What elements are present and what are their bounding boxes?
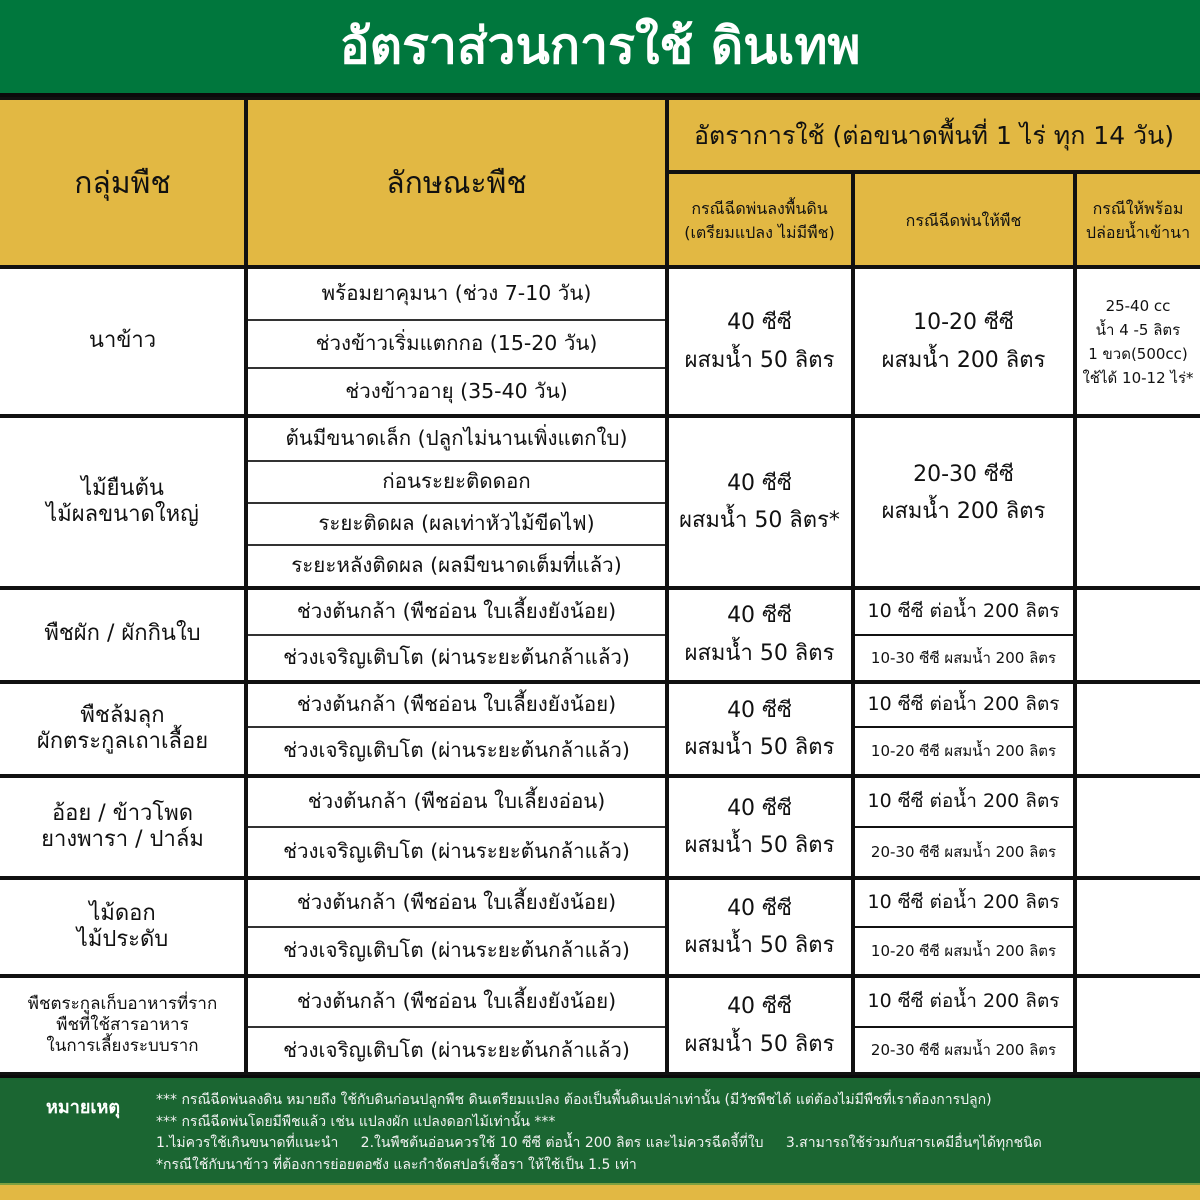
water-rate-line: ใช้ได้ 10-12 ไร่* (1082, 368, 1194, 387)
divider (248, 826, 666, 828)
header-soil-line2: (เตรียมแปลง ไม่มีพืช) (684, 222, 835, 242)
stage-rice-2: ช่วงข้าวเริ่มแตกกอ (15-20 วัน) (315, 331, 598, 356)
notes-label: หมายเหตุ (46, 1097, 121, 1118)
notes-panel (0, 1075, 1200, 1183)
plant-rate-field-seedling: 10 ซีซี ต่อน้ำ 200 ลิตร (867, 790, 1060, 813)
stage-rice-1: พร้อมยาคุมนา (ช่วง 7-10 วัน) (321, 281, 592, 306)
stage-ornamental-1: ช่วงต้นกล้า (พืชอ่อน ใบเลี้ยงยังน้อย) (296, 890, 617, 915)
divider (665, 97, 669, 1075)
plant-rate-amount: 20-30 ซีซี (913, 462, 1014, 487)
divider (248, 634, 666, 636)
note-line: *** กรณีฉีดพ่นลงดิน หมายถึง ใช้กับดินก่อนปลูกพืช ดินเตรียมแปลง ต้องเป็นพื้นดินเปล่าเท่านั้น (มีวัชพืชได้ แต่ต้องไม่มีพืชที่เราต้องการปลูก) (156, 1092, 992, 1108)
header-soil-line1: กรณีฉีดพ่นลงพื้นดิน (691, 199, 828, 219)
soil-rate-water: ผสมน้ำ 50 ลิตร (684, 735, 835, 760)
group-line: ไม้ผลขนาดใหญ่ (46, 502, 199, 527)
note-line: *** กรณีฉีดพ่นโดยมีพืชแล้ว เช่น แปลงผัก แปลงดอกไม้เท่านั้น *** (156, 1113, 556, 1130)
divider (0, 680, 1200, 684)
plant-rate-root-seedling: 10 ซีซี ต่อน้ำ 200 ลิตร (867, 990, 1060, 1013)
group-line: ผักตระกูลเถาเลื้อย (36, 729, 209, 754)
water-rate-line: 25-40 cc (1105, 296, 1171, 315)
divider (0, 974, 1200, 978)
divider (666, 170, 1200, 174)
divider (0, 586, 1200, 590)
header-soil-spray (668, 174, 851, 267)
divider (852, 926, 1074, 928)
group-perennial (0, 418, 245, 586)
note-line: *กรณีใช้กับนาข้าว ที่ต้องการย่อยตอซัง และกำจัดสปอร์เชื้อรา ให้ใช้เป็น 1.5 เท่า (156, 1156, 637, 1173)
divider (1073, 172, 1077, 1075)
divider (248, 726, 666, 728)
soil-rate-rice (668, 269, 851, 414)
stage-annual-2: ช่วงเจริญเติบโต (ผ่านระยะต้นกล้าแล้ว) (283, 738, 630, 763)
plant-rate-field-growth: 20-30 ซีซี ผสมน้ำ 200 ลิตร (870, 842, 1057, 861)
plant-rate-perennial (854, 418, 1073, 578)
stage-field-2: ช่วงเจริญเติบโต (ผ่านระยะต้นกล้าแล้ว) (283, 839, 630, 864)
group-root-crops (0, 978, 245, 1073)
plant-rate-ornamental-growth: 10-20 ซีซี ผสมน้ำ 200 ลิตร (870, 941, 1057, 960)
soil-rate-perennial (668, 418, 851, 586)
soil-rate-water: ผสมน้ำ 50 ลิตร* (679, 508, 840, 533)
divider (0, 265, 1200, 269)
divider (852, 1026, 1074, 1028)
water-rate-line: 1 ขวด(500cc) (1088, 344, 1188, 363)
header-rate-title: อัตราการใช้ (ต่อขนาดพื้นที่ 1 ไร่ ทุก 14 วัน) (668, 100, 1200, 171)
plant-rate-amount: 10-20 ซีซี (913, 310, 1014, 336)
header-group: กลุ่มพืช (0, 100, 245, 267)
bottom-gold-band (0, 1183, 1200, 1200)
divider (851, 172, 855, 1075)
page-title: อัตราส่วนการใช้ ดินเทพ (0, 0, 1200, 97)
soil-rate-ornamental (668, 880, 851, 974)
soil-rate-water: ผสมน้ำ 50 ลิตร (684, 833, 835, 858)
divider (852, 726, 1074, 728)
stage-ornamental-2: ช่วงเจริญเติบโต (ผ่านระยะต้นกล้าแล้ว) (283, 938, 630, 963)
stage-rice-3: ช่วงข้าวอายุ (35-40 วัน) (345, 379, 568, 404)
usage-rate-table (0, 97, 1200, 1075)
group-line: ไม้ยืนต้น (81, 475, 164, 501)
divider (248, 544, 666, 546)
soil-rate-water: ผสมน้ำ 50 ลิตร (684, 640, 835, 666)
soil-rate-amount: 40 ซีซี (727, 795, 792, 821)
water-rate-line: น้ำ 4 -5 ลิตร (1095, 320, 1181, 339)
header-water-line2: ปล่อยน้ำเข้านา (1085, 222, 1191, 242)
group-vegetables: พืชผัก / ผักกินใบ (44, 621, 201, 647)
divider (248, 1026, 666, 1028)
plant-rate-annual-growth: 10-20 ซีซี ผสมน้ำ 200 ลิตร (870, 741, 1057, 760)
divider (0, 97, 1200, 100)
divider (0, 414, 1200, 418)
header-stage: ลักษณะพืช (248, 100, 665, 267)
group-line: อ้อย / ข้าวโพด (51, 800, 194, 826)
group-line: ยางพารา / ปาล์ม (41, 827, 204, 852)
soil-rate-root (668, 978, 851, 1073)
note-line: 1.ไม่ควรใช้เกินขนาดที่แนะนำ 2.ในพืชต้นอ่อนควรใช้ 10 ซีซี ต่อน้ำ 200 ลิตร และไม่ควรฉีดจี้ที่ใบ 3.สามารถใช้ร่วมกับสารเคมีอื่นๆได้ทุกชนิด (156, 1135, 1042, 1151)
group-field-crops (0, 778, 245, 876)
soil-rate-veg (668, 590, 851, 679)
header-water-release (1076, 174, 1200, 267)
header-plant-spray: กรณีฉีดพ่นให้พืช (854, 174, 1073, 267)
divider (852, 826, 1074, 828)
stage-veg-2: ช่วงเจริญเติบโต (ผ่านระยะต้นกล้าแล้ว) (283, 645, 630, 670)
group-rice: นาข้าว (88, 328, 157, 354)
group-line: พืชตระกูลเก็บอาหารที่ราก (27, 993, 218, 1014)
stage-veg-1: ช่วงต้นกล้า (พืชอ่อน ใบเลี้ยงยังน้อย) (296, 599, 617, 624)
plant-rate-rice (854, 269, 1073, 414)
group-annual (0, 684, 245, 774)
group-line: ไม้ดอก (89, 900, 156, 926)
stage-perennial-1: ต้นมีขนาดเล็ก (ปลูกไม่นานเพิ่งแตกใบ) (285, 426, 628, 451)
soil-rate-water: ผสมน้ำ 50 ลิตร (684, 1031, 835, 1057)
soil-rate-amount: 40 ซีซี (727, 895, 792, 921)
soil-rate-amount: 40 ซีซี (727, 603, 792, 629)
soil-rate-annual (668, 684, 851, 774)
soil-rate-amount: 40 ซีซี (727, 697, 792, 723)
stage-root-1: ช่วงต้นกล้า (พืชอ่อน ใบเลี้ยงยังน้อย) (296, 989, 617, 1014)
divider (0, 774, 1200, 778)
group-line: พืชล้มลุก (80, 702, 165, 728)
stage-root-2: ช่วงเจริญเติบโต (ผ่านระยะต้นกล้าแล้ว) (283, 1037, 630, 1062)
soil-rate-amount: 40 ซีซี (727, 310, 792, 336)
group-line: ในการเลี้ยงระบบราก (46, 1036, 199, 1057)
plant-rate-veg-growth: 10-30 ซีซี ผสมน้ำ 200 ลิตร (870, 648, 1057, 667)
water-rate-rice (1076, 269, 1200, 414)
plant-rate-veg-seedling: 10 ซีซี ต่อน้ำ 200 ลิตร (867, 600, 1060, 623)
divider (0, 876, 1200, 880)
stage-perennial-2: ก่อนระยะติดดอก (382, 469, 531, 494)
divider (244, 97, 248, 1075)
soil-rate-water: ผสมน้ำ 50 ลิตร (684, 347, 835, 373)
stage-field-1: ช่วงต้นกล้า (พืชอ่อน ใบเลี้ยงอ่อน) (307, 789, 606, 814)
divider (248, 926, 666, 928)
divider (852, 634, 1074, 636)
group-line: ไม้ประดับ (76, 927, 169, 952)
plant-rate-annual-seedling: 10 ซีซี ต่อน้ำ 200 ลิตร (867, 693, 1060, 716)
group-line: พืชที่ใช้สารอาหาร (56, 1014, 189, 1035)
group-ornamental (0, 880, 245, 974)
divider (248, 460, 666, 462)
soil-rate-field (668, 778, 851, 876)
header-water-line1: กรณีให้พร้อม (1092, 199, 1184, 219)
plant-rate-water: ผสมน้ำ 200 ลิตร (881, 499, 1046, 525)
stage-perennial-4: ระยะหลังติดผล (ผลมีขนาดเต็มที่แล้ว) (291, 553, 622, 578)
soil-rate-amount: 40 ซีซี (727, 470, 792, 496)
plant-rate-ornamental-seedling: 10 ซีซี ต่อน้ำ 200 ลิตร (867, 891, 1060, 914)
plant-rate-root-growth: 20-30 ซีซี ผสมน้ำ 200 ลิตร (870, 1041, 1057, 1060)
divider (248, 319, 666, 321)
soil-rate-amount: 40 ซีซี (727, 994, 792, 1020)
divider (248, 502, 666, 504)
notes-list (156, 1090, 1042, 1176)
stage-perennial-3: ระยะติดผล (ผลเท่าหัวไม้ขีดไฟ) (318, 511, 595, 536)
divider (248, 367, 666, 369)
soil-rate-water: ผสมน้ำ 50 ลิตร (684, 933, 835, 958)
plant-rate-water: ผสมน้ำ 200 ลิตร (881, 347, 1046, 373)
stage-annual-1: ช่วงต้นกล้า (พืชอ่อน ใบเลี้ยงยังน้อย) (296, 692, 617, 717)
